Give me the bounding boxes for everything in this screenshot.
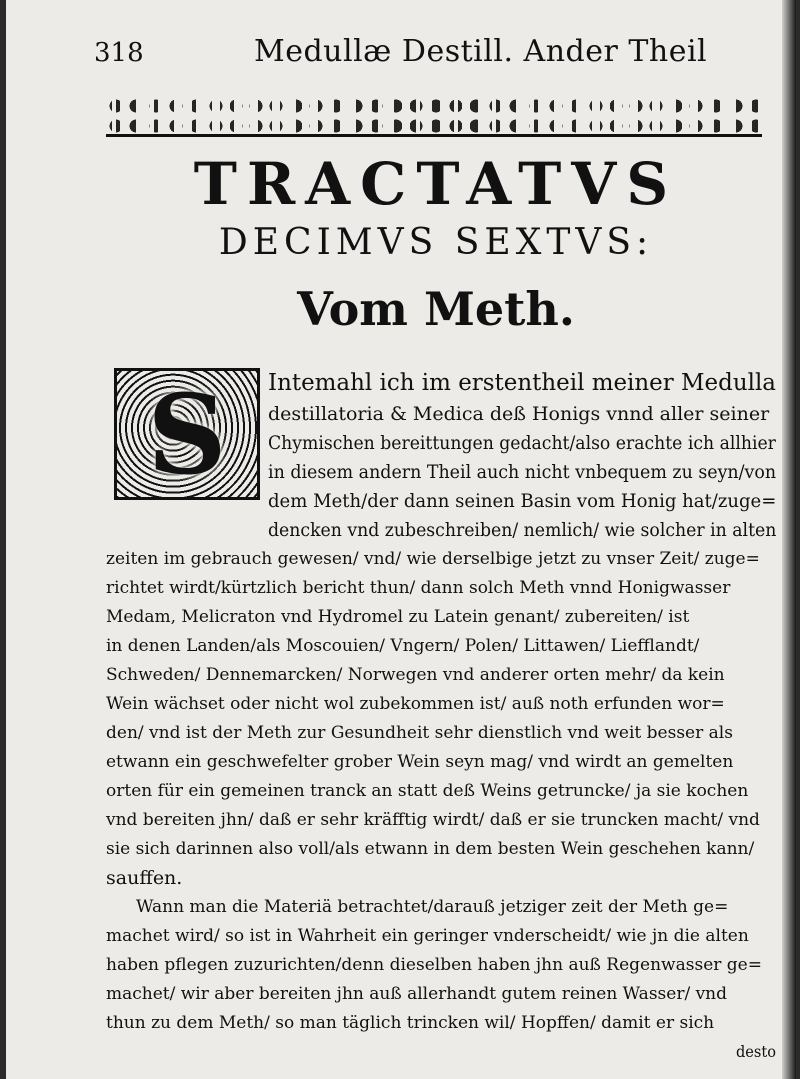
text-line: dem Meth/der dann seinen Basin vom Honig hat/zuge= [268, 490, 777, 512]
text-line: orten für ein gemeinen tranck an statt deß Weins getruncke/ ja sie kochen [106, 781, 749, 801]
tractatus-subtitle: DECIMVS SEXTVS: [218, 222, 654, 263]
text-line: haben pflegen zuzurichten/denn dieselben haben jhn auß Regenwasser ge= [106, 955, 762, 975]
page-number: 318 [94, 38, 144, 68]
text-line: dencken vnd zubeschreiben/ nemlich/ wie solcher in alten [268, 519, 777, 541]
text-line: Schweden/ Dennemarcken/ Norwegen vnd anderer orten mehr/ da kein [106, 665, 725, 685]
text-line: sie sich darinnen also voll/als etwann in dem besten Wein geschehen kann/ [106, 839, 755, 859]
text-line: destillatoria & Medica deß Honigs vnnd aller seiner [268, 403, 770, 425]
body-text [6, 0, 796, 1079]
text-line: Medam, Melicraton vnd Hydromel zu Latein genant/ zubereiten/ ist [106, 607, 690, 627]
text-line: Wein wächset oder nicht wol zubekommen ist/ auß noth erfunden wor= [106, 694, 725, 714]
text-line: thun zu dem Meth/ so man täglich trincken wil/ Hopffen/ damit er sich [106, 1013, 715, 1033]
text-line: in diesem andern Theil auch nicht vnbequem zu seyn/von [268, 461, 777, 483]
text-line: machet wird/ so ist in Wahrheit ein geringer vnderscheidt/ wie jn die alten [106, 926, 749, 946]
book-page [6, 0, 796, 1079]
text-line: den/ vnd ist der Meth zur Gesundheit sehr dienstlich vnd weit besser als [106, 723, 733, 743]
text-line: etwann ein geschwefelter grober Wein seyn mag/ vnd wirdt an gemelten [106, 752, 734, 772]
text-line: Intemahl ich im erstentheil meiner Medulla [268, 370, 776, 396]
text-line: vnd bereiten jhn/ daß er sehr kräfftig wirdt/ daß er sie truncken macht/ vnd [106, 810, 760, 830]
running-title: Medullæ Destill. Ander Theil [254, 34, 708, 69]
text-line: zeiten im gebrauch gewesen/ vnd/ wie derselbige jetzt zu vnser Zeit/ zuge= [106, 549, 760, 569]
text-line: Wann man die Materiä betrachtet/darauß jetziger zeit der Meth ge= [136, 897, 729, 917]
drop-cap-letter: S [147, 369, 227, 499]
text-line: richtet wirdt/kürtzlich bericht thun/ dann solch Meth vnnd Honigwasser [106, 578, 731, 598]
catchword: desto [736, 1042, 776, 1061]
text-line: Chymischen bereittungen gedacht/also erachte ich allhier [268, 432, 776, 454]
text-line: in denen Landen/als Moscouien/ Vngern/ Polen/ Littawen/ Liefflandt/ [106, 636, 700, 656]
tractatus-title: TRACTATVS [193, 150, 679, 218]
chapter-title: Vom Meth. [297, 282, 575, 336]
text-line: machet/ wir aber bereiten jhn auß allerhandt gutem reinen Wasser/ vnd [106, 984, 728, 1004]
text-line: sauffen. [106, 867, 183, 889]
